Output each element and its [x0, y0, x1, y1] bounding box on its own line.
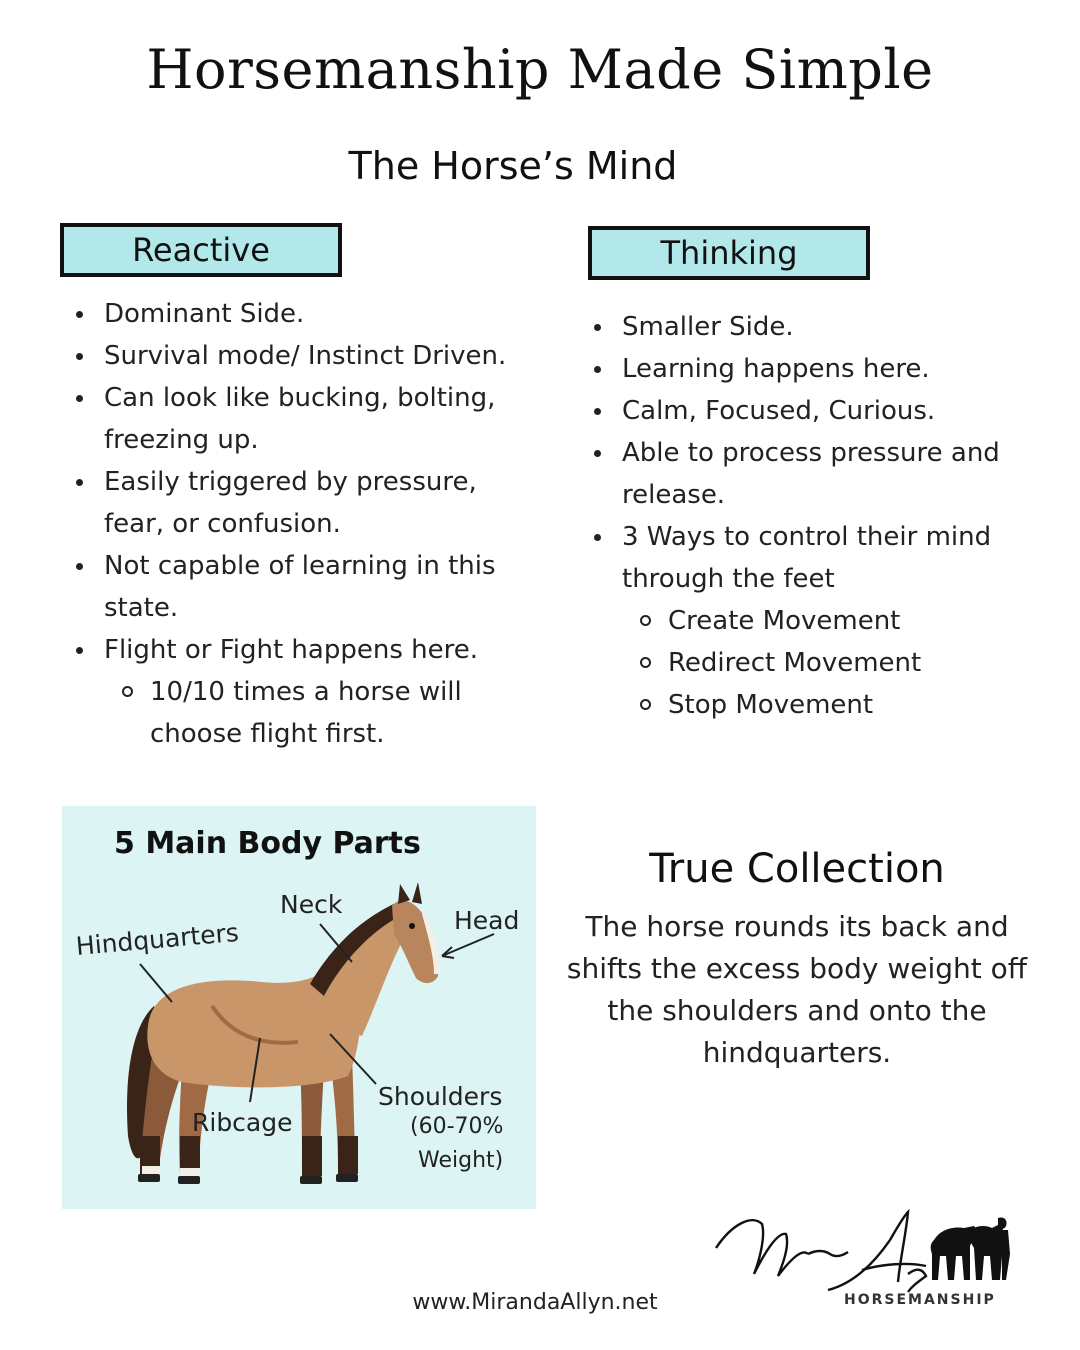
brand-logo	[712, 1204, 1012, 1300]
page-title: Horsemanship Made Simple	[146, 38, 934, 101]
list-item: Dominant Side.	[62, 293, 542, 335]
sub-list-item: Create Movement	[580, 600, 1040, 642]
label-ribcage: Ribcage	[192, 1108, 293, 1137]
thinking-label: Thinking	[588, 226, 870, 280]
list-item-continuation: freezing up.	[104, 425, 259, 455]
label-neck: Neck	[280, 890, 343, 919]
label-shoulders-weight: Weight)	[418, 1148, 504, 1173]
list-item: Calm, Focused, Curious.	[580, 390, 1040, 432]
thinking-list	[580, 306, 1040, 726]
page-subtitle: The Horse’s Mind	[348, 144, 678, 188]
collection-line: hindquarters.	[702, 1036, 892, 1069]
list-item: Able to process pressure and	[580, 432, 1040, 474]
list-item-continuation: release.	[622, 480, 726, 510]
list-item: Survival mode/ Instinct Driven.	[62, 335, 542, 377]
hindquarters-pointer	[140, 964, 172, 1002]
list-item: Can look like bucking, bolting,	[62, 377, 542, 419]
collection-line: shifts the excess body weight off	[566, 952, 1028, 985]
body-parts-panel	[62, 806, 536, 1209]
list-item-continuation: through the feet	[622, 564, 835, 594]
sub-list-item: Redirect Movement	[580, 642, 1040, 684]
list-item-continuation: state.	[104, 593, 179, 623]
list-item: 3 Ways to control their mind	[580, 516, 1040, 558]
body-parts-title: 5 Main Body Parts	[114, 826, 421, 861]
collection-title: True Collection	[649, 846, 945, 892]
label-head: Head	[454, 906, 520, 935]
sub-list-item: 10/10 times a horse will	[62, 671, 542, 713]
label-hindquarters: Hindquarters	[74, 917, 240, 961]
head-pointer	[442, 934, 494, 956]
list-item-continuation: fear, or confusion.	[104, 509, 341, 539]
brand-wordmark: HORSEMANSHIP	[844, 1292, 996, 1308]
sub-list-item-continuation: choose flight first.	[150, 719, 385, 749]
label-shoulders-note: (60-70%	[410, 1114, 504, 1139]
collection-body	[556, 906, 1038, 1074]
collection-line: The horse rounds its back and	[585, 910, 1009, 943]
reactive-list	[62, 293, 542, 755]
collection-line: the shoulders and onto the	[607, 994, 987, 1027]
horse-silhouette-icon	[931, 1217, 1010, 1280]
signature-logo	[716, 1212, 926, 1292]
list-item: Not capable of learning in this	[62, 545, 542, 587]
sub-list-item: Stop Movement	[580, 684, 1040, 726]
list-item: Smaller Side.	[580, 306, 1040, 348]
website-link[interactable]: www.MirandaAllyn.net	[412, 1290, 658, 1315]
list-item: Easily triggered by pressure,	[62, 461, 542, 503]
label-shoulders: Shoulders	[378, 1082, 503, 1111]
reactive-label: Reactive	[60, 223, 342, 277]
list-item: Learning happens here.	[580, 348, 1040, 390]
list-item: Flight or Fight happens here.	[62, 629, 542, 671]
